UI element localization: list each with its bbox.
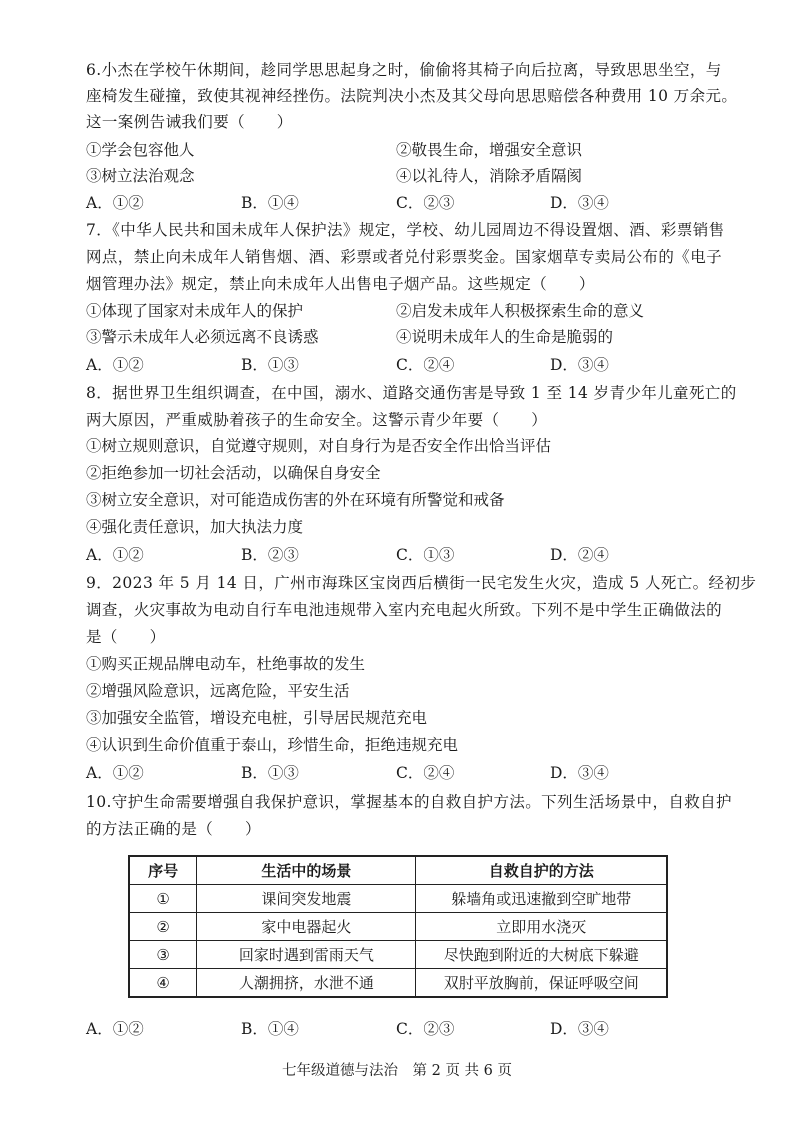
table-row — [129, 885, 667, 913]
q9-option-d: D．③④ — [550, 764, 609, 782]
table-cell-index: ④ — [129, 969, 197, 998]
q10-scenario-table — [128, 855, 668, 998]
table-header-scene: 生活中的场景 — [197, 856, 416, 885]
table-header-index: 序号 — [129, 856, 197, 885]
q7-option-c: C．②④ — [396, 356, 455, 374]
table-header-method: 自救自护的方法 — [416, 856, 667, 885]
q7-option-b: B．①③ — [241, 356, 299, 374]
q7-stem-line-3: 烟管理办法》规定，禁止向未成年人出售电子烟产品。这些规定（ ） — [86, 275, 595, 293]
q8-option-d: D．②④ — [550, 546, 609, 564]
q10-stem-line-2: 的方法正确的是（ ） — [86, 820, 261, 838]
q6-item-1: ①学会包容他人 — [86, 141, 195, 159]
q7-item-1: ①体现了国家对未成年人的保护 — [86, 302, 304, 320]
q6-items-row-2 — [86, 164, 726, 188]
q10-option-c: C．②③ — [396, 1020, 455, 1038]
table-row — [129, 969, 667, 998]
q8-option-c: C．①③ — [396, 546, 455, 564]
q6-item-3: ③树立法治观念 — [86, 167, 195, 185]
q9-item-3: ③加强安全监管，增设充电桩，引导居民规范充电 — [86, 709, 428, 727]
q6-option-a: A．①② — [86, 194, 144, 212]
q10-stem-line-1: 10.守护生命需要增强自我保护意识，掌握基本的自救自护方法。下列生活场景中，自救自护 — [86, 793, 732, 811]
table-row — [129, 941, 667, 969]
q7-stem-line-1: 7．《中华人民共和国未成年人保护法》规定，学校、幼儿园周边不得设置烟、酒、彩票销售 — [86, 221, 725, 239]
q8-options — [86, 543, 726, 567]
q9-item-4: ④认识到生命价值重于泰山，珍惜生命，拒绝违规充电 — [86, 736, 459, 754]
table-cell-method: 立即用水浇灭 — [416, 913, 667, 941]
q9-option-a: A．①② — [86, 764, 144, 782]
table-cell-index: ③ — [129, 941, 197, 969]
q9-option-c: C．②④ — [396, 764, 455, 782]
q8-item-3: ③树立安全意识，对可能造成伤害的外在环境有所警觉和戒备 — [86, 491, 505, 509]
table-cell-method: 尽快跑到附近的大树底下躲避 — [416, 941, 667, 969]
q8-stem-line-1: 8．据世界卫生组织调查，在中国，溺水、道路交通伤害是导致 1 至 14 岁青少年儿童死亡的 — [86, 384, 737, 402]
q10-option-a: A．①② — [86, 1020, 144, 1038]
q7-item-4: ④说明未成年人的生命是脆弱的 — [396, 328, 614, 346]
q9-stem-line-3: 是（ ） — [86, 628, 166, 646]
q6-option-d: D．③④ — [550, 194, 609, 212]
q7-item-2: ②启发未成年人积极探索生命的意义 — [396, 302, 645, 320]
q8-item-1: ①树立规则意识，自觉遵守规则，对自身行为是否安全作出恰当评估 — [86, 437, 552, 455]
q7-option-a: A．①② — [86, 356, 144, 374]
q9-stem-line-1: 9．2023 年 5 月 14 日，广州市海珠区宝岗西后横街一民宅发生火灾，造成 5 人死亡。经初步 — [86, 574, 757, 592]
q6-options — [86, 191, 726, 215]
q8-item-4: ④强化责任意识，加大执法力度 — [86, 518, 304, 536]
table-cell-scene: 人潮拥挤，水泄不通 — [197, 969, 416, 998]
q10-option-d: D．③④ — [550, 1020, 609, 1038]
table-cell-index: ① — [129, 885, 197, 913]
table-header-row — [129, 856, 667, 885]
table-row — [129, 913, 667, 941]
q7-options — [86, 353, 726, 377]
q7-items-row-1 — [86, 299, 726, 323]
q9-item-1: ①购买正规品牌电动车，杜绝事故的发生 — [86, 655, 366, 673]
table-cell-method: 双肘平放胸前，保证呼吸空间 — [416, 969, 667, 998]
q6-option-b: B．①④ — [241, 194, 299, 212]
q8-option-b: B．②③ — [241, 546, 299, 564]
q9-stem-line-2: 调查，火灾事故为电动自行车电池违规带入室内充电起火所致。下列不是中学生正确做法的 — [86, 601, 723, 619]
q9-item-2: ②增强风险意识，远离危险，平安生活 — [86, 682, 350, 700]
q7-stem-line-2: 网点，禁止向未成年人销售烟、酒、彩票或者兑付彩票奖金。国家烟草专卖局公布的《电子 — [86, 248, 723, 266]
q7-items-row-2 — [86, 325, 726, 349]
q7-item-3: ③警示未成年人必须远离不良诱惑 — [86, 328, 319, 346]
q10-option-b: B．①④ — [241, 1020, 299, 1038]
q10-options — [86, 1017, 726, 1041]
q6-stem-line-2: 座椅发生碰撞，致使其视神经挫伤。法院判决小杰及其父母向思思赔偿各种费用 10 万余元。 — [86, 87, 738, 105]
table-cell-scene: 回家时遇到雷雨天气 — [197, 941, 416, 969]
q7-option-d: D．③④ — [550, 356, 609, 374]
q6-option-c: C．②③ — [396, 194, 455, 212]
q6-items-row-1 — [86, 138, 726, 162]
q6-item-2: ②敬畏生命，增强安全意识 — [396, 141, 583, 159]
table-cell-scene: 课间突发地震 — [197, 885, 416, 913]
q8-option-a: A．①② — [86, 546, 144, 564]
q9-options — [86, 761, 726, 785]
q9-option-b: B．①③ — [241, 764, 299, 782]
q6-stem-line-1: 6.小杰在学校午休期间，趁同学思思起身之时，偷偷将其椅子向后拉离，导致思思坐空，与 — [86, 61, 722, 79]
table-cell-method: 躲墙角或迅速撤到空旷地带 — [416, 885, 667, 913]
page-footer: 七年级道德与法治 第 2 页 共 6 页 — [282, 1063, 512, 1079]
table-cell-index: ② — [129, 913, 197, 941]
q8-item-2: ②拒绝参加一切社会活动，以确保自身安全 — [86, 464, 381, 482]
table-cell-scene: 家中电器起火 — [197, 913, 416, 941]
q6-stem-line-3: 这一案例告诫我们要（ ） — [86, 113, 293, 131]
q6-item-4: ④以礼待人，消除矛盾隔阂 — [396, 167, 583, 185]
q8-stem-line-2: 两大原因，严重威胁着孩子的生命安全。这警示青少年要（ ） — [86, 411, 548, 429]
